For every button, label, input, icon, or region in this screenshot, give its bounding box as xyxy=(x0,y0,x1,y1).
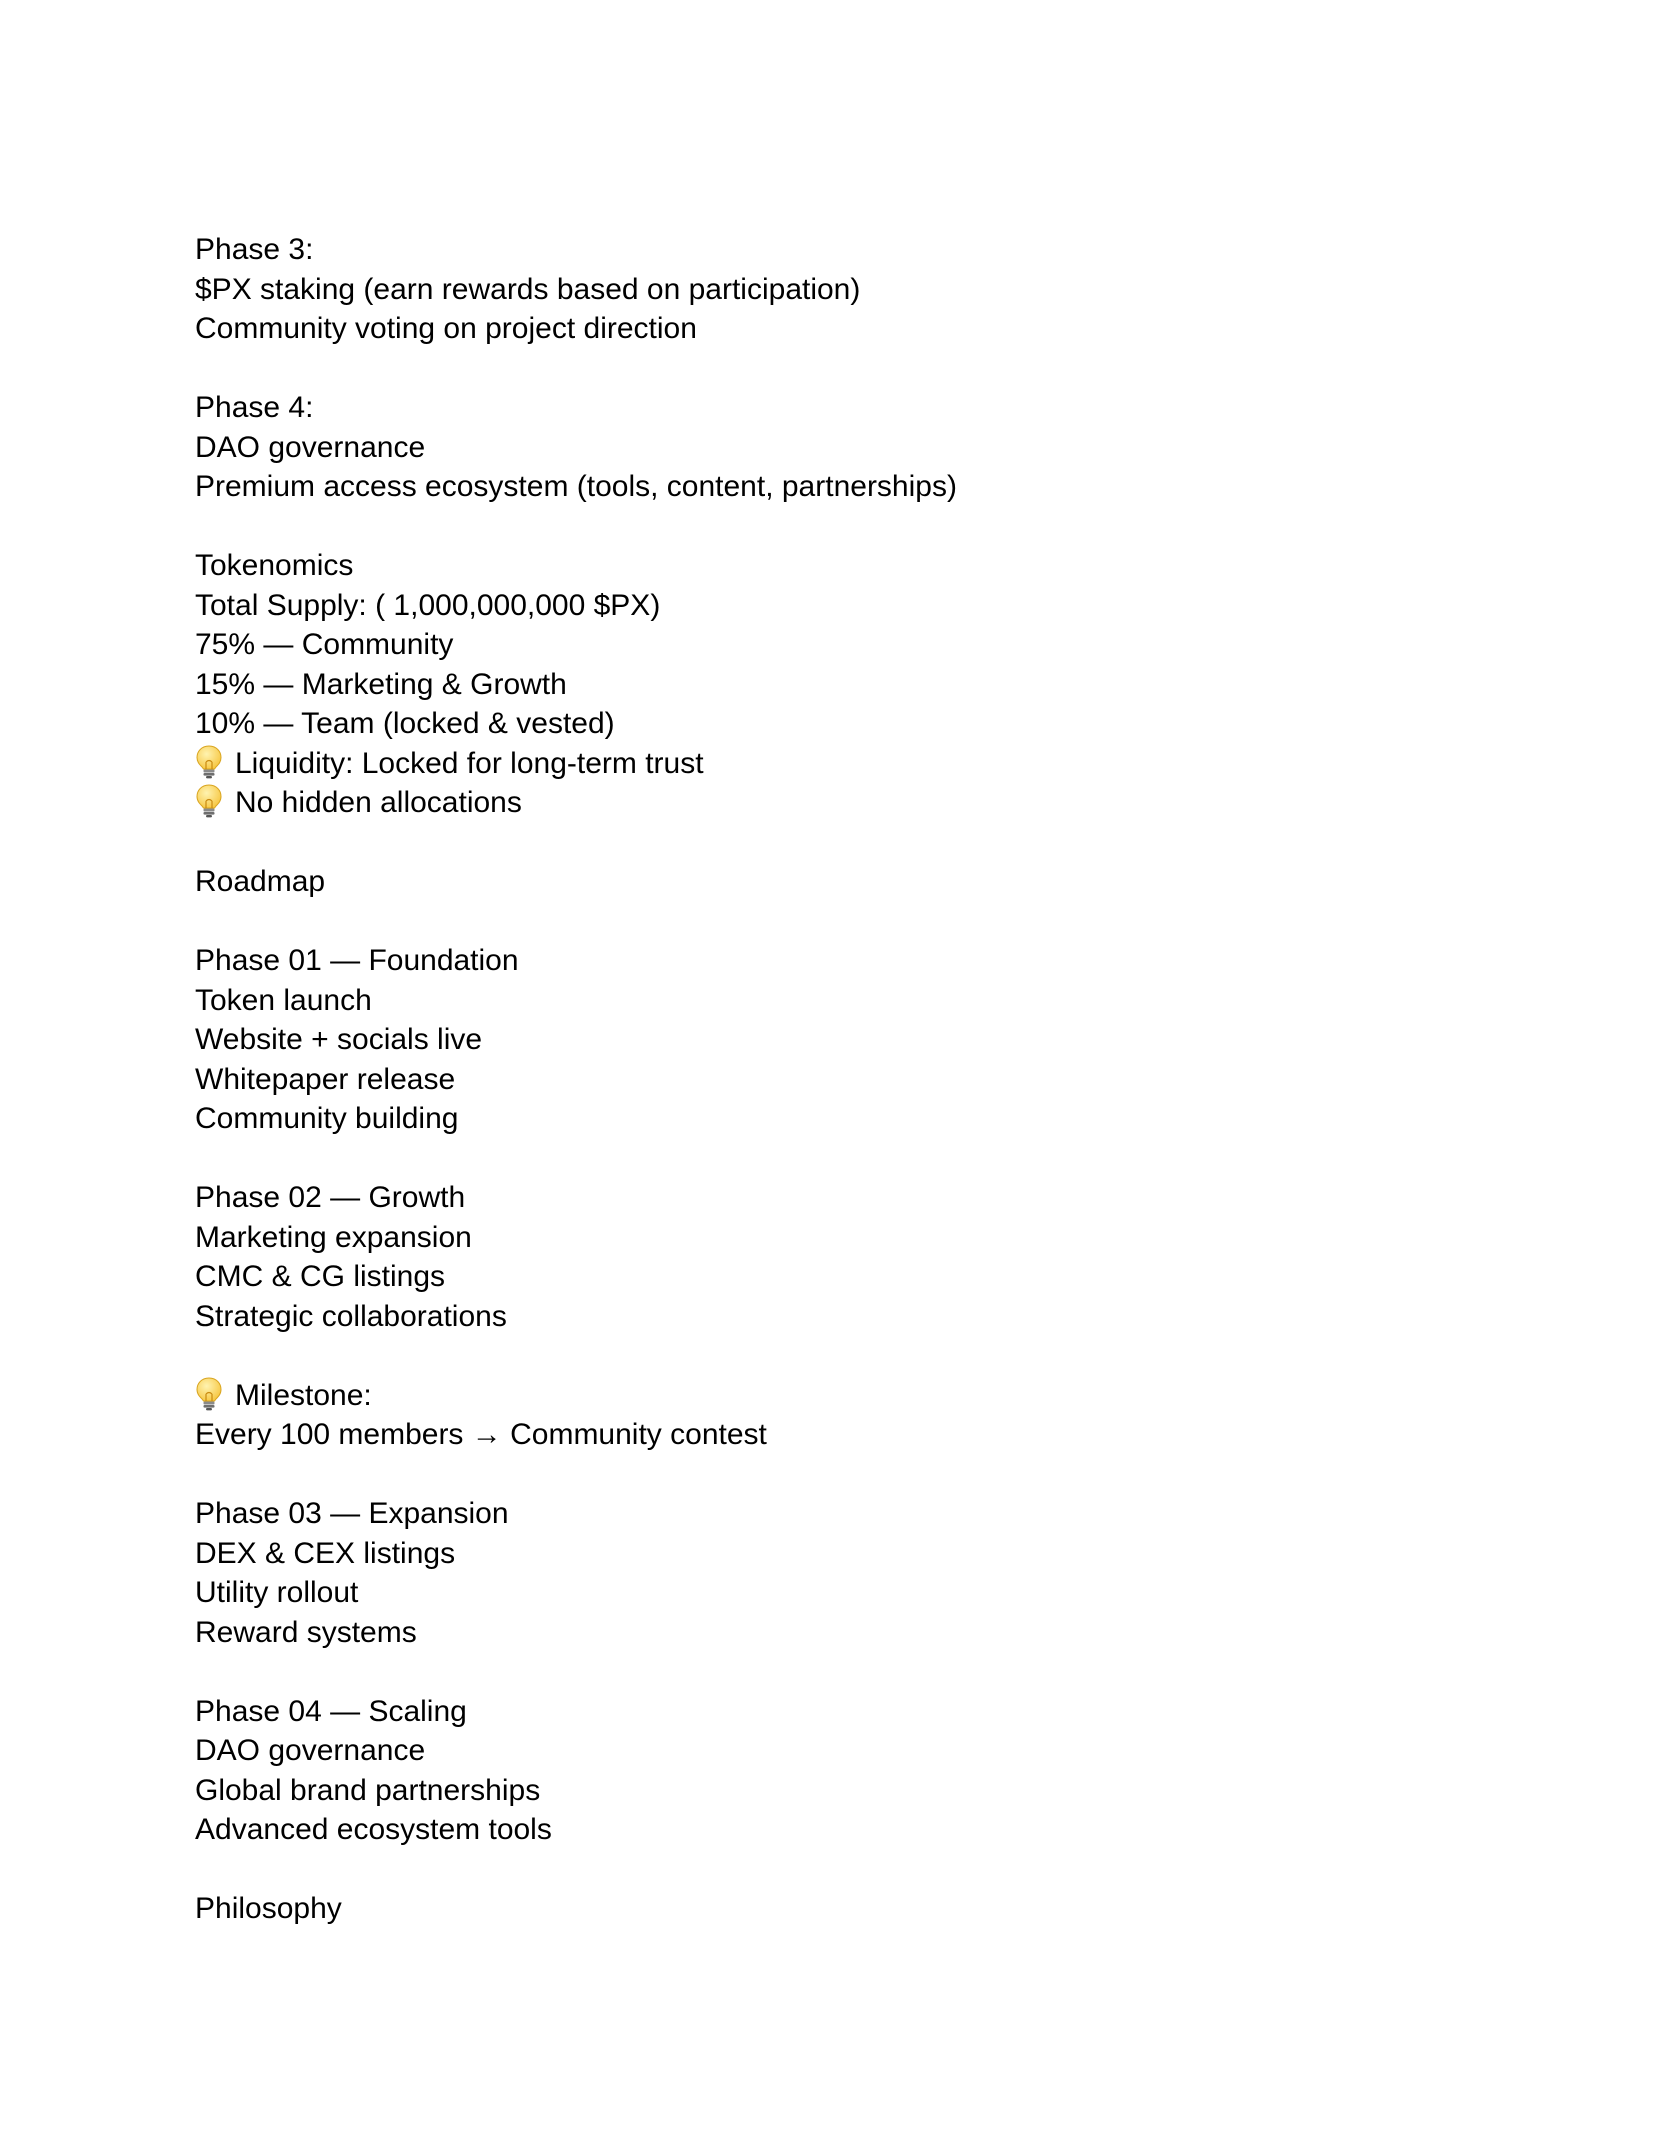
doc-line-text: Reward systems xyxy=(195,1615,417,1649)
doc-line-total-supply-1-000-000-000-px xyxy=(195,586,1455,626)
doc-line-text: Total Supply: ( 1,000,000,000 $PX) xyxy=(195,588,661,622)
doc-line-text: No hidden allocations xyxy=(235,786,522,819)
doc-line-text: Phase 01 — Foundation xyxy=(195,944,519,977)
lightbulb-icon xyxy=(195,745,223,779)
doc-line-text: Whitepaper release xyxy=(195,1062,456,1096)
doc-line-phase-03-expansion xyxy=(195,1494,1455,1534)
blank-line xyxy=(195,349,1455,389)
doc-line-global-brand-partnerships xyxy=(195,1771,1455,1811)
blank-line xyxy=(195,1652,1455,1692)
lightbulb-icon xyxy=(195,1377,223,1411)
doc-line-philosophy xyxy=(195,1889,1455,1929)
doc-line-advanced-ecosystem-tools xyxy=(195,1810,1455,1850)
doc-line-dex-cex-listings xyxy=(195,1534,1455,1574)
document-body xyxy=(195,230,1455,1929)
doc-line-phase-04-scaling xyxy=(195,1692,1455,1732)
blank-line xyxy=(195,507,1455,547)
doc-line-10-team-locked-vested xyxy=(195,704,1455,744)
doc-line-text: Roadmap xyxy=(195,865,326,898)
doc-line-community-voting-on-project-direction xyxy=(195,309,1455,349)
doc-line-every-100-members-community-contest xyxy=(195,1415,1455,1455)
doc-line-text: DEX & CEX listings xyxy=(195,1536,456,1570)
doc-line-px-staking-earn-rewards-based-on-partici xyxy=(195,270,1455,310)
doc-line-text: Phase 4: xyxy=(195,391,314,424)
doc-line-text: Liquidity: Locked for long-term trust xyxy=(235,746,704,780)
doc-line-text: Phase 02 — Growth xyxy=(195,1181,466,1214)
doc-line-reward-systems xyxy=(195,1613,1455,1653)
lightbulb-icon xyxy=(195,784,223,818)
blank-line xyxy=(195,1455,1455,1495)
doc-line-text: Strategic collaborations xyxy=(195,1299,507,1333)
doc-line-tokenomics xyxy=(195,546,1455,586)
doc-line-text: Phase 04 — Scaling xyxy=(195,1694,467,1728)
doc-line-milestone xyxy=(195,1376,1455,1416)
doc-line-premium-access-ecosystem-tools-content-p xyxy=(195,467,1455,507)
doc-line-whitepaper-release xyxy=(195,1060,1455,1100)
doc-line-token-launch xyxy=(195,981,1455,1021)
doc-line-text: 10% — Team (locked & vested) xyxy=(195,707,615,740)
doc-line-text: Utility rollout xyxy=(195,1576,359,1609)
blank-line xyxy=(195,1336,1455,1376)
doc-line-marketing-expansion xyxy=(195,1218,1455,1258)
doc-line-text: Website + socials live xyxy=(195,1023,483,1056)
doc-line-utility-rollout xyxy=(195,1573,1455,1613)
doc-line-text: Community voting on project direction xyxy=(195,312,697,345)
doc-line-roadmap xyxy=(195,862,1455,902)
doc-line-phase-3 xyxy=(195,230,1455,270)
doc-line-text: Premium access ecosystem (tools, content, partnerships) xyxy=(195,470,957,503)
doc-line-text: Advanced ecosystem tools xyxy=(195,1813,552,1846)
doc-line-text: 15% — Marketing & Growth xyxy=(195,667,567,701)
doc-line-community-building xyxy=(195,1099,1455,1139)
doc-line-75-community xyxy=(195,625,1455,665)
blank-line xyxy=(195,902,1455,942)
doc-line-text: 75% — Community xyxy=(195,628,454,661)
doc-line-15-marketing-growth xyxy=(195,665,1455,705)
doc-line-text: DAO governance xyxy=(195,430,426,464)
doc-line-cmc-cg-listings xyxy=(195,1257,1455,1297)
doc-line-text: Tokenomics xyxy=(195,549,354,582)
doc-line-text: Every 100 members → Community contest xyxy=(195,1418,767,1451)
doc-line-text: Phase 3: xyxy=(195,233,314,266)
doc-line-text: CMC & CG listings xyxy=(195,1260,446,1293)
doc-line-liquidity-locked-for-long-term-trust xyxy=(195,744,1455,784)
doc-line-strategic-collaborations xyxy=(195,1297,1455,1337)
doc-line-text: Milestone: xyxy=(235,1378,372,1412)
doc-line-dao-governance xyxy=(195,1731,1455,1771)
doc-line-phase-4 xyxy=(195,388,1455,428)
blank-line xyxy=(195,1139,1455,1179)
doc-line-text: Community building xyxy=(195,1102,459,1135)
doc-line-text: Global brand partnerships xyxy=(195,1773,541,1807)
doc-line-text: DAO governance xyxy=(195,1734,426,1767)
blank-line xyxy=(195,823,1455,863)
doc-line-text: Philosophy xyxy=(195,1892,342,1925)
doc-line-dao-governance xyxy=(195,428,1455,468)
doc-line-phase-02-growth xyxy=(195,1178,1455,1218)
doc-line-text: Token launch xyxy=(195,983,372,1017)
doc-line-no-hidden-allocations xyxy=(195,783,1455,823)
doc-line-text: Marketing expansion xyxy=(195,1220,472,1254)
doc-line-website-socials-live xyxy=(195,1020,1455,1060)
doc-line-text: $PX staking (earn rewards based on participation) xyxy=(195,272,861,306)
blank-line xyxy=(195,1850,1455,1890)
doc-line-text: Phase 03 — Expansion xyxy=(195,1497,509,1530)
doc-line-phase-01-foundation xyxy=(195,941,1455,981)
